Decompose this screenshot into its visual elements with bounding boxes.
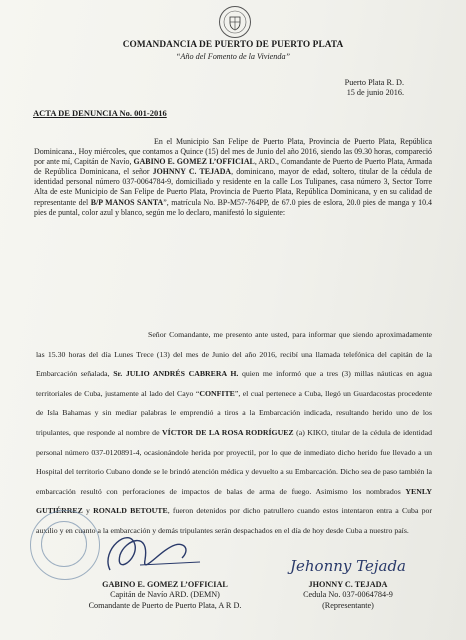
paragraph-intro-text [34,137,432,217]
handwritten-signature: Jehonny Tejada [290,557,407,575]
representative-id: Cedula No. 037-0064784-9 [303,590,393,600]
text-run: , dominicano, mayor de edad, soltero, titular de la cédula de identidad personal número 037-0064784-9, domiciliado y residente en la calle Los Tulipanes, casa número 3, Sector Torre Alta de este Municipio de San Felipe de Puerto Plata, Provincia de Puerto Plata, República Dominicana, y en su calidad de representante del [34,167,433,207]
commander-office: Comandante de Puerto de Puerto Plata, A R D. [88,600,242,610]
bold-run: CONFITE [199,388,235,398]
commander-name: GABINO E. GOMEZ L’OFFICIAL [102,580,228,589]
text-run: En el Municipio San Felipe de Puerto Plata, Provincia de Puerto Plata, República Dominicana., Hoy miércoles, que contamos a Quince (15) del mes de Junio del año 2016, siendo las 09.30 horas, compareció por ante mí, Capitán de Navío, [34,137,432,167]
text-run: quien me informó que a tres (3) millas náuticas en agua territoriales de Cuba, justamente al lado del Cayo “ [36,369,432,398]
signature-block-representative [278,580,418,611]
commander-role: Capitán de Navío ARD. (DEMN) [110,590,220,600]
bold-run: Sr. JULIO ANDRÉS CABRERA H. [113,369,239,379]
place: Puerto Plata R. D. [344,78,404,87]
representative-role: (Representante) [322,600,374,610]
bold-run: RONALD BETOUTE [93,506,168,516]
year-motto: “Año del Fomento de la Vivienda” [175,52,291,61]
text-run: y [82,506,94,516]
document-title: ACTA DE DENUNCIA No. 001-2016 [33,108,167,118]
text-run: ”, el cual pertenece a Cuba, llegó un Guardacostas procedente de Isla Bahamas y sin mediar palabras le emprendió a tiros a la Embarcación indicada, resultando herido uno de los tripulantes, que responde al nombre de [36,388,432,437]
bold-run: GABINO E. GOMEZ L’OFFICIAL [133,157,255,167]
text-run: Señor Comandante, me presento ante usted, para informar que siendo aproximadamente las 15.30 horas del día Lunes Trece (13) del mes de Junio del año 2016, recibí una llamada telefónica del capitán de la Embarcación señalada, [36,330,432,379]
place-date [345,78,404,98]
bold-run: B/P MANOS SANTA [90,197,164,207]
representative-name: JHONNY C. TEJADA [308,580,388,589]
bold-run: VÍCTOR DE LA ROSA RODRÍGUEZ [162,427,294,437]
paragraph-statement-text [36,330,432,535]
paragraph-statement [36,325,432,541]
signature-block-commander [70,580,260,611]
signature-left-icon [90,520,210,580]
bold-run: YENLY GUTIÉRREZ [36,486,432,516]
organization-name: COMANDANCIA DE PUERTO DE PUERTO PLATA [122,40,344,50]
date: 15 de junio 2016. [346,88,404,97]
signature-right-icon [286,545,426,585]
text-run: , fueron detenidos por dicho patrullero cuando estos intentaron entra a Cuba por auxilio y en cuanto a la embarcación y demás tripulantes serán despachados en el día de hoy desde Cuba a nuestro país. [36,506,433,535]
paragraph-intro [34,137,432,218]
coat-of-arms-seal-icon [219,6,251,38]
text-run: , ARD., Comandante de Puerto de Puerto Plata, Armada de República Dominicana, el señor [34,157,433,177]
bold-run: JOHNNY C. TEJADA [152,167,232,177]
text-run: ”, matrícula No. BP-M57-764PP, de 67.0 pies de eslora, 20.0 pies de manga y 10.4 pies de puntal, color azul y blanco, según me lo declaro, manifestó lo siguiente: [34,197,432,217]
text-run: (a) KIKO, titular de la cédula de identidad personal número 037-0120891-4, ocasionándole herida por proyectil, por lo que de inmediato dicho herido fue llevado a un Hospital del territorio Cubano donde se le brindó atención médica y devuelto a su Embarcación. Dicho sea de paso también la embarcación resultó con perforaciones de impactos de balas de arma de fuego. Asimismo los nombrados [36,427,433,496]
